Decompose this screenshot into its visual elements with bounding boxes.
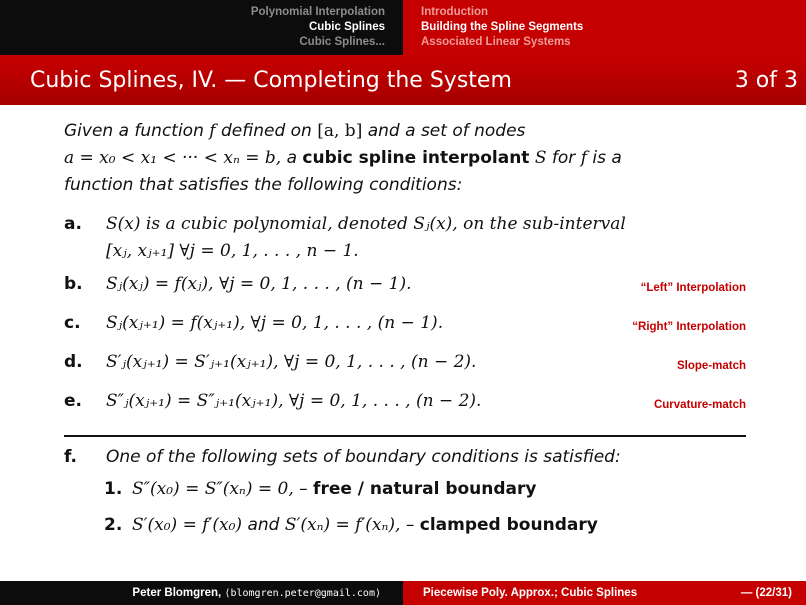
footer-author: Peter Blomgren, ⟨blomgren.peter@gmail.com⟩ xyxy=(0,581,403,605)
nav-section-polynomial-interpolation[interactable]: Polynomial Interpolation xyxy=(250,6,385,18)
frame-page-counter: 3 of 3 xyxy=(734,67,798,93)
term-cubic-spline-interpolant: cubic spline interpolant xyxy=(302,148,530,168)
label-clamped-boundary: clamped boundary xyxy=(419,515,598,535)
label-natural-boundary: free / natural boundary xyxy=(313,479,537,499)
condition-c: c. Sⱼ(xⱼ₊₁) = f(xⱼ₊₁), ∀j = 0, 1, . . . , (n − 1). “Right” Interpolation xyxy=(64,310,746,341)
note-right-interpolation: “Right” Interpolation xyxy=(632,321,746,333)
boundary-natural: 1. S″(x₀) = S″(xₙ) = 0, – free / natural boundary xyxy=(104,479,537,499)
nav-subsection-introduction[interactable]: Introduction xyxy=(421,6,489,18)
condition-list xyxy=(64,211,746,419)
nav-subsection-building-segments[interactable]: Building the Spline Segments xyxy=(421,21,584,33)
note-slope-match: Slope-match xyxy=(676,360,746,372)
condition-e: e. S″ⱼ(xⱼ₊₁) = S″ⱼ₊₁(xⱼ₊₁), ∀j = 0, 1, . . . , (n − 2). Curvature-match xyxy=(64,388,746,419)
footer-bar xyxy=(0,581,806,605)
slide-content xyxy=(64,118,746,419)
definition-intro: Given a function f defined on [a, b] and a set of nodes a = x₀ < x₁ < ··· < xₙ = b, a cubic spline interpolant S for f is a function that satisfies the following conditions: xyxy=(64,121,622,195)
footer-email: ⟨blomgren.peter@gmail.com⟩ xyxy=(224,587,381,599)
condition-f: f. One of the following sets of boundary conditions is satisfied: xyxy=(64,447,621,467)
section-divider xyxy=(64,435,746,437)
boundary-clamped: 2. S′(x₀) = f′(x₀) and S′(xₙ) = f′(xₙ), – clamped boundary xyxy=(104,515,598,535)
note-curvature-match: Curvature-match xyxy=(653,399,746,411)
section-navigation xyxy=(0,0,806,55)
note-left-interpolation: “Left” Interpolation xyxy=(640,282,746,294)
footer-course xyxy=(403,581,806,605)
nav-sections xyxy=(0,0,403,55)
footer-page-number: — (22/31) xyxy=(740,587,792,599)
condition-a: a. S(x) is a cubic polynomial, denoted Sⱼ(x), on the sub-interval [xⱼ, xⱼ₊₁] ∀j = 0, 1, . . . , n − 1. xyxy=(64,214,626,261)
condition-b: b. Sⱼ(xⱼ) = f(xⱼ), ∀j = 0, 1, . . . , (n − 1). “Left” Interpolation xyxy=(64,271,746,302)
frame-title: Cubic Splines, IV. — Completing the System xyxy=(30,67,512,93)
boundary-conditions xyxy=(64,444,746,543)
frame-title-bar xyxy=(0,55,806,105)
nav-section-cubic-splines-more[interactable]: Cubic Splines... xyxy=(299,36,385,48)
nav-subsections xyxy=(403,0,806,55)
nav-section-cubic-splines[interactable]: Cubic Splines xyxy=(308,21,385,33)
condition-d: d. S′ⱼ(xⱼ₊₁) = S′ⱼ₊₁(xⱼ₊₁), ∀j = 0, 1, . . . , (n − 2). Slope-match xyxy=(64,349,746,380)
nav-subsection-linear-systems[interactable]: Associated Linear Systems xyxy=(421,36,571,48)
footer-course-title: Piecewise Poly. Approx.; Cubic Splines xyxy=(423,587,638,599)
